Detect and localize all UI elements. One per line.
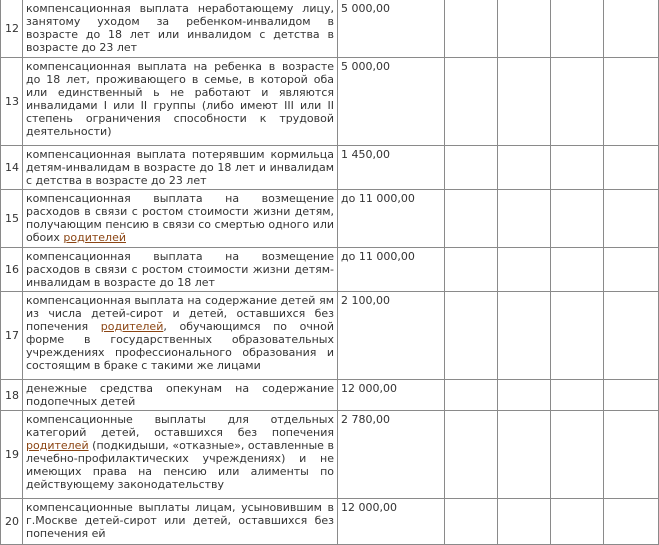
payment-amount: 2 780,00 xyxy=(338,411,445,499)
payment-amount: 5 000,00 xyxy=(338,58,445,146)
table-row xyxy=(1,248,659,292)
parents-link[interactable]: родителей xyxy=(100,320,164,333)
row-number: 14 xyxy=(1,146,23,190)
empty-cell xyxy=(498,0,551,58)
empty-cell xyxy=(604,146,659,190)
row-number: 17 xyxy=(1,292,23,380)
row-number: 16 xyxy=(1,248,23,292)
table-row xyxy=(1,146,659,190)
empty-cell xyxy=(604,58,659,146)
payment-amount: 12 000,00 xyxy=(338,499,445,545)
description-text: компенсационная выплата на содержание детей ям из числа детей-сирот и детей, оставшихся без попечения xyxy=(26,294,334,333)
empty-cell xyxy=(498,499,551,545)
empty-cell xyxy=(445,58,498,146)
empty-cell xyxy=(551,411,604,499)
payment-description xyxy=(23,499,338,545)
description-text: , обучающимся по очной форме в государственных образовательных учреждениях профессионального образования и состоящим в браке с такими же лицами xyxy=(26,320,334,372)
empty-cell xyxy=(498,190,551,248)
table-row xyxy=(1,58,659,146)
payment-amount: до 11 000,00 xyxy=(338,190,445,248)
payment-description xyxy=(23,248,338,292)
empty-cell xyxy=(604,0,659,58)
table-row xyxy=(1,0,659,58)
empty-cell xyxy=(445,0,498,58)
table-body xyxy=(1,0,659,545)
description-text: денежные средства опекунам на содержание подопечных детей xyxy=(26,382,334,408)
empty-cell xyxy=(551,380,604,411)
empty-cell xyxy=(604,380,659,411)
payment-amount: 2 100,00 xyxy=(338,292,445,380)
empty-cell xyxy=(498,146,551,190)
parents-link[interactable]: родителей xyxy=(63,231,126,244)
empty-cell xyxy=(445,248,498,292)
parents-link[interactable]: родителей xyxy=(26,439,89,452)
payment-description xyxy=(23,0,338,58)
payment-description xyxy=(23,380,338,411)
payment-amount: 12 000,00 xyxy=(338,380,445,411)
row-number: 13 xyxy=(1,58,23,146)
payment-amount: до 11 000,00 xyxy=(338,248,445,292)
row-number: 20 xyxy=(1,499,23,545)
table-row xyxy=(1,380,659,411)
table-row xyxy=(1,190,659,248)
description-text: компенсационные выплаты лицам, усыновившим в г.Москве детей-сирот или детей, оставшихся без попечения ей xyxy=(26,501,334,540)
row-number: 18 xyxy=(1,380,23,411)
payment-amount: 1 450,00 xyxy=(338,146,445,190)
table-row xyxy=(1,292,659,380)
empty-cell xyxy=(498,380,551,411)
empty-cell xyxy=(445,146,498,190)
empty-cell xyxy=(498,248,551,292)
row-number: 12 xyxy=(1,0,23,58)
empty-cell xyxy=(604,248,659,292)
payment-description xyxy=(23,190,338,248)
description-text: компенсационная выплата неработающему лицу, занятому уходом за ребенком-инвалидом в возрасте до 18 лет или инвалидом с детства в возрасте до 23 лет xyxy=(26,2,334,54)
empty-cell xyxy=(551,292,604,380)
empty-cell xyxy=(604,411,659,499)
empty-cell xyxy=(498,58,551,146)
description-text: (подкидыши, «отказные», оставленные в лечебно-профилактических учреждениях) и не имеющих права на пенсию или алименты по действующему законодательству xyxy=(26,439,334,491)
description-text: компенсационная выплата на ребенка в возрасте до 18 лет, проживающего в семье, в которой оба или единственный ь не работают и являются инвалидами I или II группы (либо имеют III или II степень ограничения способности к трудовой деятельности) xyxy=(26,60,334,138)
empty-cell xyxy=(551,499,604,545)
empty-cell xyxy=(498,292,551,380)
description-text: компенсационные выплаты для отдельных категорий детей, оставшихся без попечения xyxy=(26,413,334,439)
description-text: компенсационная выплата на возмещение расходов в связи с ростом стоимости жизни детям, получающим пенсию в связи со смертью одного или обоих xyxy=(26,192,334,244)
row-number: 19 xyxy=(1,411,23,499)
empty-cell xyxy=(551,0,604,58)
description-text: компенсационная выплата потерявшим кормильца детям-инвалидам в возрасте до 18 лет и инвалидам с детства в возрасте до 23 лет xyxy=(26,148,334,187)
empty-cell xyxy=(498,411,551,499)
table-row xyxy=(1,499,659,545)
payment-description xyxy=(23,292,338,380)
empty-cell xyxy=(445,380,498,411)
empty-cell xyxy=(445,190,498,248)
payment-amount: 5 000,00 xyxy=(338,0,445,58)
empty-cell xyxy=(604,190,659,248)
empty-cell xyxy=(604,292,659,380)
row-number: 15 xyxy=(1,190,23,248)
empty-cell xyxy=(445,411,498,499)
empty-cell xyxy=(445,292,498,380)
empty-cell xyxy=(551,248,604,292)
payment-description xyxy=(23,146,338,190)
empty-cell xyxy=(551,58,604,146)
payment-description xyxy=(23,411,338,499)
empty-cell xyxy=(551,146,604,190)
table-row xyxy=(1,411,659,499)
description-text: компенсационная выплата на возмещение расходов в связи с ростом стоимости жизни детям-инвалидам в возрасте до 18 лет xyxy=(26,250,334,289)
empty-cell xyxy=(445,499,498,545)
payment-description xyxy=(23,58,338,146)
empty-cell xyxy=(551,190,604,248)
empty-cell xyxy=(604,499,659,545)
